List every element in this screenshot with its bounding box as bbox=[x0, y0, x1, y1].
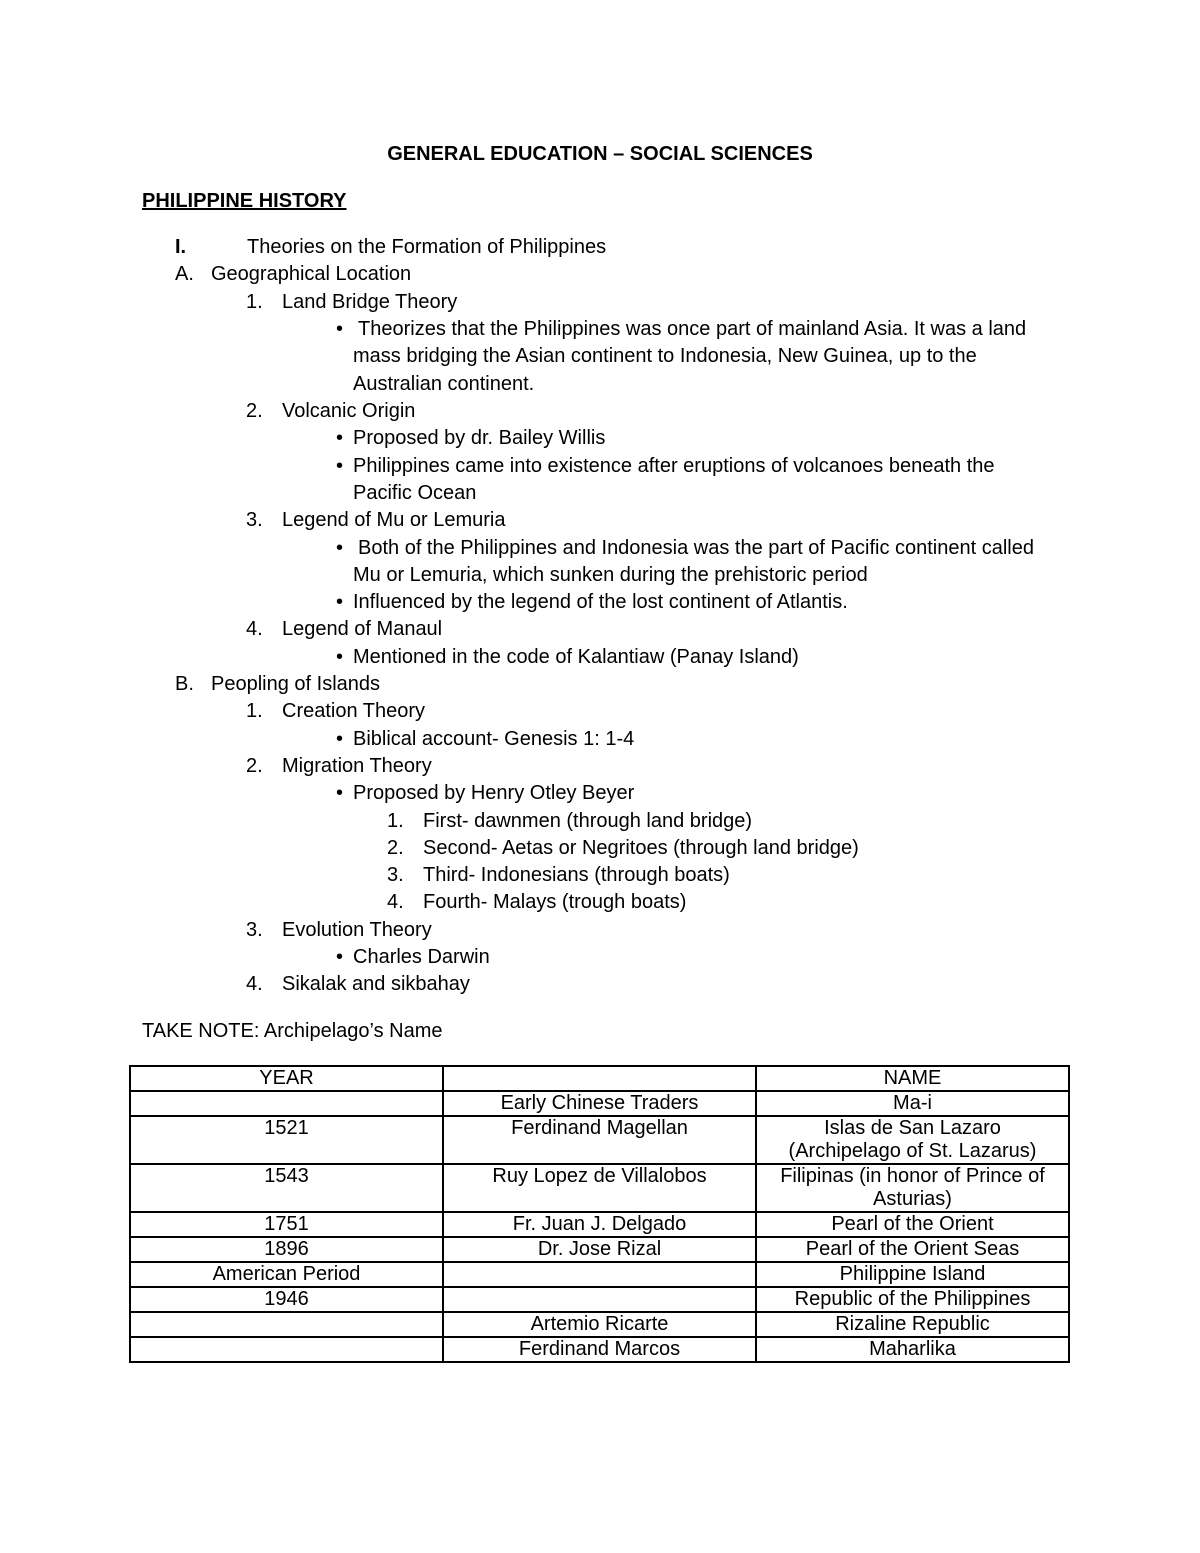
take-note-label: TAKE NOTE: Archipelago’s Name bbox=[142, 1020, 443, 1042]
cell-name-line: Islas de San Lazaro bbox=[824, 1117, 1001, 1139]
document-title: GENERAL EDUCATION – SOCIAL SCIENCES bbox=[387, 143, 813, 165]
bullet-icon: • bbox=[336, 782, 344, 804]
cell-year: 1543 bbox=[130, 1164, 443, 1212]
cell-name-line: Maharlika bbox=[869, 1338, 956, 1360]
cell-year bbox=[130, 1337, 443, 1362]
outline-letter-a: A. bbox=[175, 263, 194, 285]
column-header-name: NAME bbox=[756, 1066, 1069, 1091]
cell-name bbox=[756, 1287, 1069, 1312]
migration-wave-item: Fourth- Malays (trough boats) bbox=[423, 891, 687, 913]
outline-number: 3. bbox=[246, 509, 263, 531]
table-row bbox=[130, 1262, 1069, 1287]
outline-number: 3. bbox=[246, 919, 263, 941]
bullet-text: Proposed by Henry Otley Beyer bbox=[353, 782, 635, 804]
cell-name bbox=[756, 1262, 1069, 1287]
outline-item-legend-of-manaul: Legend of Manaul bbox=[282, 618, 443, 640]
bullet-icon: • bbox=[336, 646, 344, 668]
bullet-text: Proposed by dr. Bailey Willis bbox=[353, 427, 606, 449]
cell-year: 1521 bbox=[130, 1116, 443, 1164]
cell-name bbox=[756, 1237, 1069, 1262]
table-row bbox=[130, 1091, 1069, 1116]
outline-number: 1. bbox=[246, 291, 263, 313]
cell-name bbox=[756, 1337, 1069, 1362]
cell-year bbox=[130, 1091, 443, 1116]
outline-number: 4. bbox=[246, 973, 263, 995]
outline-item-creation-theory: Creation Theory bbox=[282, 700, 426, 722]
cell-person bbox=[443, 1287, 756, 1312]
outline-number: 1. bbox=[246, 700, 263, 722]
bullet-text: mass bridging the Asian continent to Indonesia, New Guinea, up to the bbox=[353, 345, 977, 367]
cell-person: Early Chinese Traders bbox=[443, 1091, 756, 1116]
bullet-text: Pacific Ocean bbox=[353, 482, 477, 504]
cell-person: Artemio Ricarte bbox=[443, 1312, 756, 1337]
bullet-text: Mentioned in the code of Kalantiaw (Panay Island) bbox=[353, 646, 799, 668]
migration-wave-item: Third- Indonesians (through boats) bbox=[423, 864, 730, 886]
outline-item-theories: Theories on the Formation of Philippines bbox=[247, 236, 607, 258]
outline-item-geographical-location: Geographical Location bbox=[211, 263, 412, 285]
bullet-text: Theorizes that the Philippines was once part of mainland Asia. It was a land bbox=[358, 318, 1027, 340]
table-row bbox=[130, 1337, 1069, 1362]
table-row bbox=[130, 1237, 1069, 1262]
outline-item-evolution-theory: Evolution Theory bbox=[282, 919, 432, 941]
bullet-icon: • bbox=[336, 946, 344, 968]
bullet-text: Influenced by the legend of the lost continent of Atlantis. bbox=[353, 591, 848, 613]
column-header-blank bbox=[443, 1066, 756, 1091]
bullet-icon: • bbox=[336, 318, 344, 340]
outline-number: 2. bbox=[246, 755, 263, 777]
cell-name-line: Rizaline Republic bbox=[835, 1313, 990, 1335]
cell-name bbox=[756, 1212, 1069, 1237]
cell-name bbox=[756, 1116, 1069, 1164]
bullet-icon: • bbox=[336, 427, 344, 449]
outline-item-legend-of-mu: Legend of Mu or Lemuria bbox=[282, 509, 506, 531]
outline-item-volcanic-origin: Volcanic Origin bbox=[282, 400, 416, 422]
bullet-icon: • bbox=[336, 591, 344, 613]
cell-year bbox=[130, 1312, 443, 1337]
cell-person bbox=[443, 1262, 756, 1287]
cell-name-line: Pearl of the Orient Seas bbox=[805, 1238, 1020, 1260]
cell-year: 1896 bbox=[130, 1237, 443, 1262]
cell-person: Ferdinand Marcos bbox=[443, 1337, 756, 1362]
bullet-text: Mu or Lemuria, which sunken during the prehistoric period bbox=[353, 564, 868, 586]
outline-number: 3. bbox=[387, 864, 404, 886]
outline-number: 1. bbox=[387, 810, 404, 832]
bullet-text: Biblical account- Genesis 1: 1-4 bbox=[353, 728, 635, 750]
cell-person: Ruy Lopez de Villalobos bbox=[443, 1164, 756, 1212]
cell-name-line: Philippine Island bbox=[839, 1263, 986, 1285]
outline-item-sikalak: Sikalak and sikbahay bbox=[282, 973, 470, 995]
section-heading: PHILIPPINE HISTORY bbox=[142, 190, 347, 212]
cell-person: Dr. Jose Rizal bbox=[443, 1237, 756, 1262]
cell-name-line: Ma-i bbox=[893, 1092, 932, 1114]
outline-number: 4. bbox=[246, 618, 263, 640]
cell-name-line: (Archipelago of St. Lazarus) bbox=[788, 1140, 1037, 1162]
cell-year: American Period bbox=[130, 1262, 443, 1287]
outline-item-land-bridge: Land Bridge Theory bbox=[282, 291, 458, 313]
outline-item-migration-theory: Migration Theory bbox=[282, 755, 432, 777]
cell-name bbox=[756, 1312, 1069, 1337]
archipelago-names-table bbox=[129, 1065, 1070, 1363]
migration-wave-item: First- dawnmen (through land bridge) bbox=[423, 810, 753, 832]
bullet-icon: • bbox=[336, 537, 344, 559]
cell-name-line: Pearl of the Orient bbox=[831, 1213, 994, 1235]
outline-item-peopling: Peopling of Islands bbox=[211, 673, 381, 695]
cell-name-line: Filipinas (in honor of Prince of bbox=[780, 1165, 1045, 1187]
cell-person: Ferdinand Magellan bbox=[443, 1116, 756, 1164]
outline-letter-b: B. bbox=[175, 673, 194, 695]
outline-number: 2. bbox=[246, 400, 263, 422]
column-header-year: YEAR bbox=[130, 1066, 443, 1091]
bullet-icon: • bbox=[336, 455, 344, 477]
cell-name-line: Asturias) bbox=[873, 1188, 952, 1210]
roman-numeral: I. bbox=[175, 236, 187, 258]
cell-year: 1946 bbox=[130, 1287, 443, 1312]
migration-wave-item: Second- Aetas or Negritoes (through land bridge) bbox=[423, 837, 859, 859]
table-header-row bbox=[130, 1066, 1069, 1091]
cell-name bbox=[756, 1164, 1069, 1212]
table-row bbox=[130, 1116, 1069, 1164]
table-row bbox=[130, 1312, 1069, 1337]
cell-name bbox=[756, 1091, 1069, 1116]
table-row bbox=[130, 1164, 1069, 1212]
table-row bbox=[130, 1212, 1069, 1237]
table-row bbox=[130, 1287, 1069, 1312]
cell-name-line: Republic of the Philippines bbox=[794, 1288, 1031, 1310]
cell-year: 1751 bbox=[130, 1212, 443, 1237]
outline-number: 2. bbox=[387, 837, 404, 859]
outline-number: 4. bbox=[387, 891, 404, 913]
bullet-text: Both of the Philippines and Indonesia was the part of Pacific continent called bbox=[358, 537, 1034, 559]
cell-person: Fr. Juan J. Delgado bbox=[443, 1212, 756, 1237]
bullet-text: Philippines came into existence after eruptions of volcanoes beneath the bbox=[353, 455, 995, 477]
bullet-text: Australian continent. bbox=[353, 373, 535, 395]
bullet-text: Charles Darwin bbox=[353, 946, 490, 968]
bullet-icon: • bbox=[336, 728, 344, 750]
